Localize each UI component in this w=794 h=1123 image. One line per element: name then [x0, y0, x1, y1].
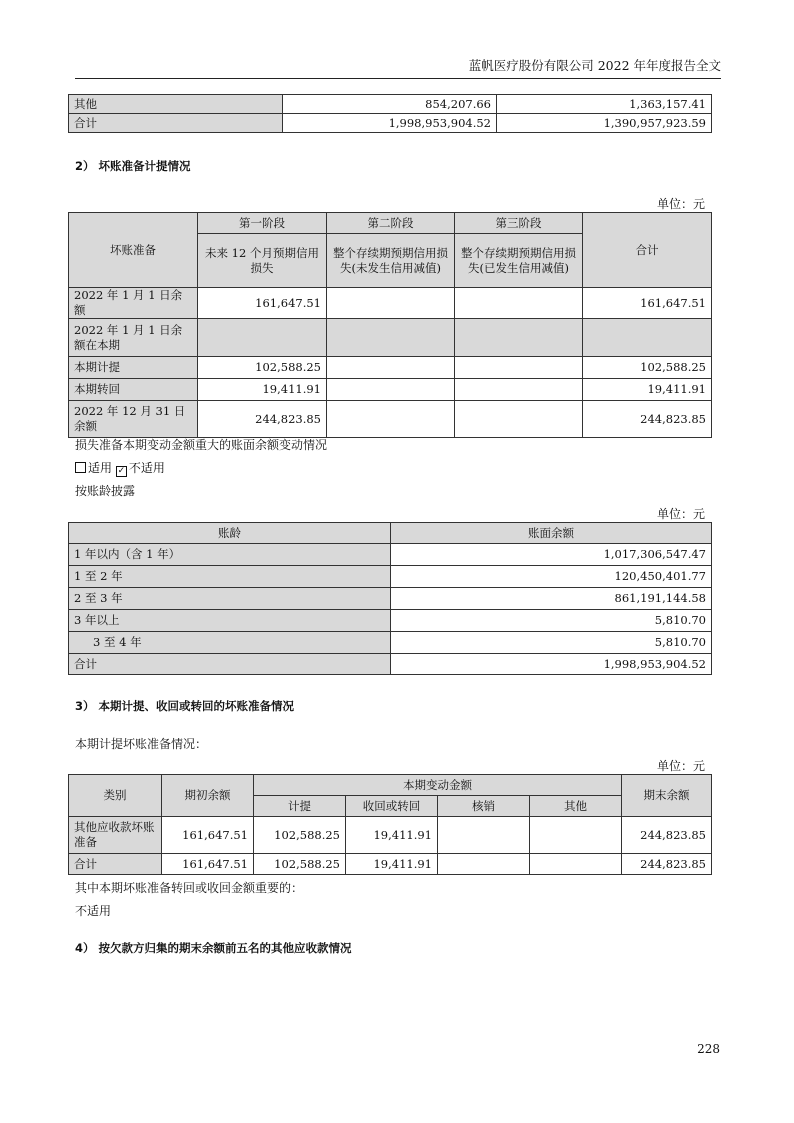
cell-value: 102,588.25 [198, 357, 327, 379]
row-label: 3 至 4 年 [69, 632, 391, 654]
table-row [69, 114, 712, 133]
cell-value: 102,588.25 [254, 854, 346, 875]
cell-value: 244,823.85 [198, 401, 327, 438]
cell-value: 19,411.91 [346, 854, 438, 875]
applicability-options [75, 459, 165, 477]
cell-value: 1,998,953,904.52 [283, 114, 497, 133]
checked-box-icon: ✓ [117, 466, 126, 476]
cell-value: 244,823.85 [622, 854, 712, 875]
page-number: 228 [697, 1042, 720, 1056]
row-label: 2022 年 1 月 1 日余额在本期 [69, 319, 198, 357]
cell-value: 244,823.85 [583, 401, 712, 438]
cell-value: 120,450,401.77 [391, 566, 712, 588]
cell-value [530, 854, 622, 875]
unit-label: 单位：元 [656, 759, 705, 773]
row-label: 3 年以上 [69, 610, 391, 632]
header-cell: 计提 [254, 796, 346, 817]
section-intro: 本期计提坏账准备情况： [75, 737, 208, 751]
cell-value: 1,363,157.41 [497, 95, 712, 114]
table-row [69, 319, 712, 357]
row-label: 合计 [69, 854, 162, 875]
cell-value: 161,647.51 [583, 288, 712, 319]
header-cell: 类别 [69, 775, 162, 817]
table-row [69, 817, 712, 854]
page-header: 蓝帆医疗股份有限公司 2022 年年度报告全文 [75, 56, 721, 79]
row-label: 1 至 2 年 [69, 566, 391, 588]
row-label: 本期计提 [69, 357, 198, 379]
aging-title: 按账龄披露 [75, 484, 136, 498]
row-label: 其他应收款坏账准备 [69, 817, 162, 854]
cell-value: 102,588.25 [583, 357, 712, 379]
cell-value [530, 817, 622, 854]
cell-value [438, 817, 530, 854]
cell-value: 1,390,957,923.59 [497, 114, 712, 133]
table-row [69, 288, 712, 319]
unit-label: 单位：元 [656, 507, 705, 521]
change-note: 损失准备本期变动金额重大的账面余额变动情况 [75, 438, 328, 452]
header-cell: 第一阶段 [198, 213, 327, 234]
row-label: 合计 [69, 654, 391, 675]
table-row [69, 588, 712, 610]
table-row [69, 544, 712, 566]
table-row [69, 379, 712, 401]
cell-value: 102,588.25 [254, 817, 346, 854]
row-label: 2 至 3 年 [69, 588, 391, 610]
row-label: 2022 年 12 月 31 日余额 [69, 401, 198, 438]
header-cell: 第三阶段 [455, 213, 583, 234]
cell-value: 1,017,306,547.47 [391, 544, 712, 566]
section-title: 3） 本期计提、收回或转回的坏账准备情况 [75, 699, 295, 713]
cell-value: 861,191,144.58 [391, 588, 712, 610]
row-label: 2022 年 1 月 1 日余额 [69, 288, 198, 319]
header-cell: 未来 12 个月预期信用损失 [198, 234, 327, 288]
table-row [69, 610, 712, 632]
section-title: 4） 按欠款方归集的期末余额前五名的其他应收款情况 [75, 941, 352, 955]
header-cell: 期初余额 [162, 775, 254, 817]
bad-debt-provision-table [68, 212, 712, 438]
unchecked-box-icon [75, 462, 86, 473]
unit-label: 单位：元 [656, 197, 705, 211]
cell-value: 161,647.51 [162, 854, 254, 875]
header-cell: 第二阶段 [327, 213, 455, 234]
header-cell: 本期变动金额 [254, 775, 622, 796]
section-title: 2） 坏账准备计提情况 [75, 159, 191, 173]
table-row [69, 566, 712, 588]
table-row [69, 95, 712, 114]
cell-value: 19,411.91 [583, 379, 712, 401]
header-cell: 整个存续期预期信用损失(未发生信用减值) [327, 234, 455, 288]
cell-value: 19,411.91 [346, 817, 438, 854]
cell-value: 161,647.51 [198, 288, 327, 319]
header-cell: 合计 [583, 213, 712, 288]
recovery-note: 其中本期坏账准备转回或收回金额重要的： [75, 881, 304, 895]
header-cell: 期末余额 [622, 775, 712, 817]
other-receivables-table [68, 94, 712, 133]
option-not-applicable: 不适用 [128, 461, 165, 475]
row-label: 其他 [69, 95, 283, 114]
option-applicable: 适用 [88, 461, 113, 475]
table-row [69, 654, 712, 675]
header-cell: 坏账准备 [69, 213, 198, 288]
cell-value: 244,823.85 [622, 817, 712, 854]
cell-value: 854,207.66 [283, 95, 497, 114]
table-row [69, 632, 712, 654]
table-row [69, 357, 712, 379]
table-row [69, 854, 712, 875]
aging-table [68, 522, 712, 675]
header-cell: 整个存续期预期信用损失(已发生信用减值) [455, 234, 583, 288]
row-label: 本期转回 [69, 379, 198, 401]
header-cell: 账面余额 [391, 523, 712, 544]
recovery-note-value: 不适用 [75, 904, 112, 918]
cell-value: 5,810.70 [391, 632, 712, 654]
header-cell: 账龄 [69, 523, 391, 544]
header-cell: 收回或转回 [346, 796, 438, 817]
header-cell: 其他 [530, 796, 622, 817]
cell-value [438, 854, 530, 875]
header-cell: 核销 [438, 796, 530, 817]
cell-value: 5,810.70 [391, 610, 712, 632]
cell-value: 161,647.51 [162, 817, 254, 854]
provision-change-table [68, 774, 712, 875]
row-label: 1 年以内（含 1 年） [69, 544, 391, 566]
row-label: 合计 [69, 114, 283, 133]
cell-value: 1,998,953,904.52 [391, 654, 712, 675]
table-row [69, 401, 712, 438]
cell-value: 19,411.91 [198, 379, 327, 401]
